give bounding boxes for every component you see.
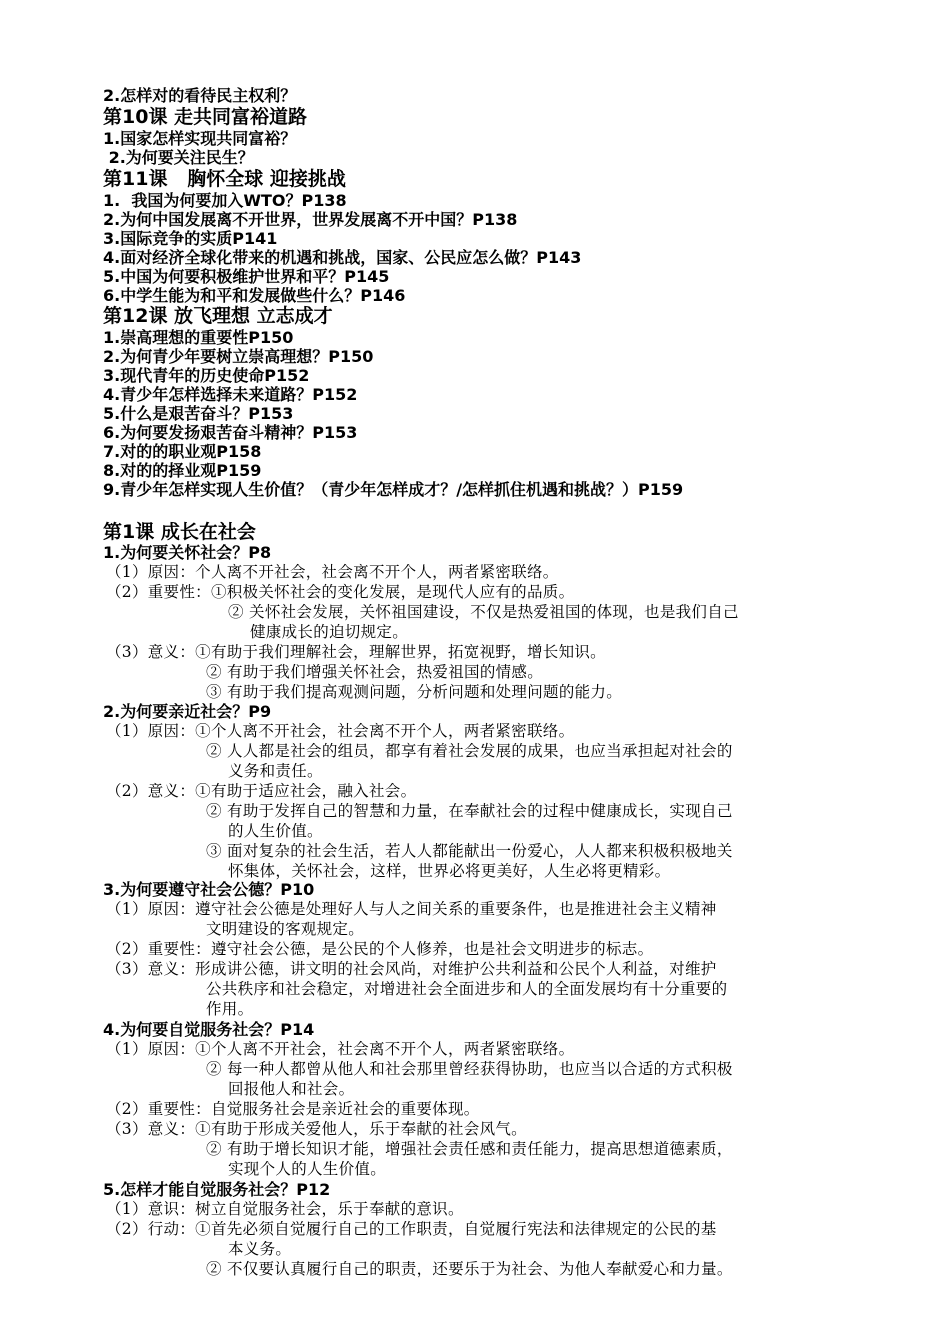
lesson-10-title: 第10课 走共同富裕道路 [103,106,308,128]
question-heading: 4.为何要自觉服务社会？P14 [103,1020,315,1039]
lesson-12-title: 第12课 放飞理想 立志成才 [103,305,333,327]
answer-line: （3）意义：①有助于我们理解社会，理解世界，拓宽视野，增长知识。 [106,643,606,661]
answer-line: （1）原因：①个人离不开社会，社会离不开个人，两者紧密联络。 [106,722,575,740]
answer-line: ③ 面对复杂的社会生活，若人人都能献出一份爱心，人人都来积极积极地关 [206,842,733,860]
outline-item: 2.为何青少年要树立崇高理想？P150 [103,347,374,366]
outline-item: 5.中国为何要积极维护世界和平？P145 [103,267,390,286]
outline-item: 2.为何要关注民生？ [103,148,254,167]
answer-line: ② 有助于我们增强关怀社会，热爱祖国的情感。 [206,663,544,681]
outline-item: 1. 我国为何要加入WTO？P138 [103,191,347,210]
answer-line: 回报他人和社会。 [228,1080,355,1098]
outline-item: 6.为何要发扬艰苦奋斗精神？P153 [103,423,358,442]
answer-line: （2）行动：①首先必须自觉履行自己的工作职责，自觉履行宪法和法律规定的公民的基 [106,1220,717,1238]
outline-item: 3.国际竞争的实质P141 [103,229,278,248]
answer-line: 健康成长的迫切规定。 [250,623,409,641]
answer-line: （2）意义：①有助于适应社会，融入社会。 [106,782,417,800]
question-heading: 5.怎样才能自觉服务社会？P12 [103,1180,331,1199]
answer-line: （1）意识：树立自觉服务社会，乐于奉献的意识。 [106,1200,464,1218]
answer-line: 义务和责任。 [228,762,323,780]
outline-item: 1.国家怎样实现共同富裕？ [103,129,297,148]
outline-item: 3.现代青年的历史使命P152 [103,366,310,385]
answer-line: ② 不仅要认真履行自己的职责，还要乐于为社会、为他人奉献爱心和力量。 [206,1260,733,1278]
answer-line: 公共秩序和社会稳定，对增进社会全面进步和人的全面发展均有十分重要的 [206,980,728,998]
answer-line: ② 关怀社会发展，关怀祖国建设，不仅是热爱祖国的体现，也是我们自己 [228,603,739,621]
outline-item: 1.崇高理想的重要性P150 [103,328,294,347]
answer-line: ③ 有助于我们提高观测问题，分析问题和处理问题的能力。 [206,683,623,701]
outline-item: 6.中学生能为和平和发展做些什么？P146 [103,286,406,305]
answer-line: 实现个人的人生价值。 [228,1160,387,1178]
question-heading: 1.为何要关怀社会？P8 [103,543,272,562]
question-heading: 3.为何要遵守社会公德？P10 [103,880,315,899]
outline-item: 2.怎样对的看待民主权利？ [103,86,297,105]
answer-line: ② 有助于增长知识才能，增强社会责任感和责任能力，提高思想道德素质， [206,1140,733,1158]
outline-item: 9.青少年怎样实现人生价值？（青少年怎样成才？/怎样抓住机遇和挑战？）P159 [103,480,684,499]
answer-line: （2）重要性：自觉服务社会是亲近社会的重要体现。 [106,1100,480,1118]
question-heading: 2.为何要亲近社会？P9 [103,702,272,721]
answer-line: 作用。 [206,1000,254,1018]
answer-line: ② 人人都是社会的组员，都享有着社会发展的成果，也应当承担起对社会的 [206,742,733,760]
answer-line: （1）原因：遵守社会公德是处理好人与人之间关系的重要条件，也是推进社会主义精神 [106,900,717,918]
answer-line: （2）重要性：遵守社会公德，是公民的个人修养，也是社会文明进步的标志。 [106,940,654,958]
answer-line: （1）原因：①个人离不开社会，社会离不开个人，两者紧密联络。 [106,1040,575,1058]
outline-item: 8.对的的择业观P159 [103,461,262,480]
answer-line: （3）意义：①有助于形成关爱他人，乐于奉献的社会风气。 [106,1120,527,1138]
outline-item: 4.青少年怎样选择未来道路？P152 [103,385,358,404]
outline-item: 2.为何中国发展离不开世界，世界发展离不开中国？P138 [103,210,518,229]
outline-item: 4.面对经济全球化带来的机遇和挑战，国家、公民应怎么做？P143 [103,248,582,267]
answer-line: （3）意义：形成讲公德，讲文明的社会风尚，对维护公共利益和公民个人利益，对维护 [106,960,717,978]
answer-line: 的人生价值。 [228,822,323,840]
answer-line: 怀集体，关怀社会，这样，世界必将更美好，人生必将更精彩。 [228,862,671,880]
answer-line: （1）原因：个人离不开社会，社会离不开个人，两者紧密联络。 [106,563,559,581]
answer-line: 本义务。 [228,1240,292,1258]
answer-line: ② 有助于发挥自己的智慧和力量，在奉献社会的过程中健康成长，实现自己 [206,802,733,820]
outline-item: 5.什么是艰苦奋斗？P153 [103,404,294,423]
answer-line: ② 每一种人都曾从他人和社会那里曾经获得协助，也应当以合适的方式积极 [206,1060,733,1078]
answer-line: 文明建设的客观规定。 [206,920,365,938]
answer-line: （2）重要性：①积极关怀社会的变化发展，是现代人应有的品质。 [106,583,575,601]
lesson-11-title: 第11课 胸怀全球 迎接挑战 [103,168,346,190]
lesson-1-title: 第1课 成长在社会 [103,521,256,543]
outline-item: 7.对的的职业观P158 [103,442,262,461]
